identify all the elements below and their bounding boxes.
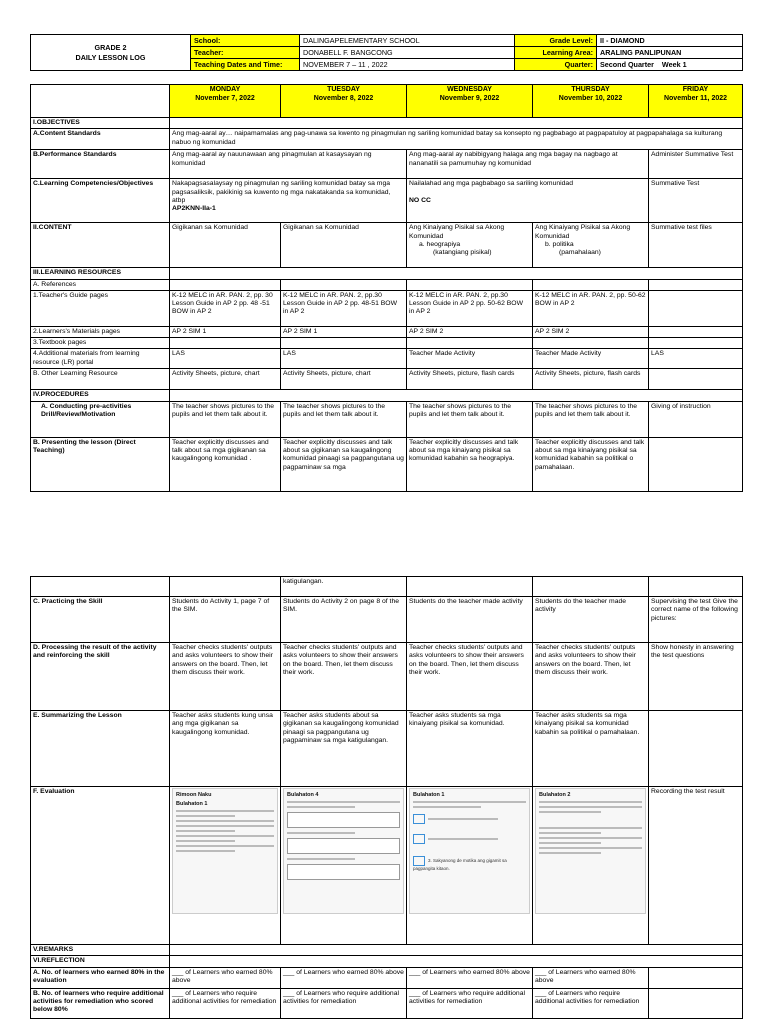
other-th: Activity Sheets, picture, flash cards: [533, 369, 649, 390]
content-w-text: Ang Kinaiyang Pisikal sa Akong Komunidad: [409, 224, 505, 240]
lm-label: 2.Learners's Materials pages: [31, 326, 170, 337]
school-label: School:: [191, 35, 300, 47]
content-w: [407, 223, 533, 268]
content-t: Gigikanan sa Komunidad: [281, 223, 407, 268]
eval-w: [407, 787, 533, 945]
day-name: THURSDAY: [571, 86, 610, 93]
eval-th-sub: Bulahaton 2: [539, 792, 571, 798]
content-f: Summative test files: [649, 223, 743, 268]
learning-area-value: ARALING PANLIPUNAN: [597, 47, 743, 59]
refl-a-m: ___ of Learners who earned 80% above: [170, 967, 281, 988]
other-m: Activity Sheets, picture, chart: [170, 369, 281, 390]
additional-materials-label: 4.Additional materials from learning resource (LR) portal: [31, 349, 170, 369]
eval-worksheet-image: [409, 788, 530, 914]
proc-d-m: Teacher checks students' outputs and asks volunteers to show their answers on the board. Then, let them discuss their work.: [170, 643, 281, 711]
eval-worksheet-image: [535, 788, 646, 914]
refl-b-th: ___ of Learners who require additional activities for remediation: [533, 988, 649, 1018]
tg-m: K-12 MELC in AR. PAN. 2, pp. 30 Lesson Guide in AP 2 pp. 48 -51 BOW in AP 2: [170, 290, 281, 326]
day-date: November 8, 2022: [313, 94, 374, 102]
day-name: TUESDAY: [327, 86, 360, 93]
eval-w-sub: Bulahaton 1: [413, 792, 445, 798]
proc-d-w: Teacher checks students' outputs and asks volunteers to show their answers on the board. Then, let them discuss their work.: [407, 643, 533, 711]
refl-a-th: ___ of Learners who earned 80% above: [533, 967, 649, 988]
tg-t: K-12 MELC in AR. PAN. 2, pp.30 Lesson Guide in AP 2 pp. 48-51 BOW in AP 2: [281, 290, 407, 326]
competencies-wth-code: NO CC: [409, 196, 431, 204]
competencies-f: Summative Test: [649, 179, 743, 223]
lesson-table-page2: [30, 576, 742, 1019]
empty-cell: [533, 577, 649, 597]
day-name: MONDAY: [209, 86, 241, 93]
proc-a-th: The teacher shows pictures to the pupils and let them talk about it.: [533, 401, 649, 437]
empty-cell: [407, 338, 533, 349]
proc-c-th: Students do the teacher made activity: [533, 597, 649, 643]
proc-a-m: The teacher shows pictures to the pupils and let them talk about it.: [170, 401, 281, 437]
teacher-label: Teacher:: [191, 47, 300, 59]
competencies-mt: [170, 179, 407, 223]
refl-a-label: A. No. of learners who earned 80% in the evaluation: [31, 967, 170, 988]
corner-cell: [31, 85, 170, 118]
proc-a-f: Giving of instruction: [649, 401, 743, 437]
grade-level-value: II - DIAMOND: [597, 35, 743, 47]
resources-heading: III.LEARNING RESOURCES: [31, 268, 170, 279]
content-standards-label: A.Content Standards: [31, 129, 170, 150]
empty-cell: [31, 577, 170, 597]
add-f: LAS: [649, 349, 743, 369]
remarks-heading: V.REMARKS: [31, 945, 170, 956]
grade-level-label: Grade Level:: [515, 35, 597, 47]
day-name: WEDNESDAY: [447, 86, 492, 93]
proc-b-label: B. Presenting the lesson (Direct Teaching): [31, 437, 170, 491]
day-date: November 7, 2022: [195, 94, 255, 102]
day-date: November 9, 2022: [439, 94, 500, 102]
proc-a-label: A. Conducting pre-activities Drill/Review/Motivation: [31, 401, 170, 437]
proc-c-label: C. Practicing the Skill: [31, 597, 170, 643]
lesson-table-page1: [30, 84, 742, 492]
empty-cell: [170, 268, 743, 279]
empty-cell: [649, 326, 743, 337]
refl-a-t: ___ of Learners who earned 80% above: [281, 967, 407, 988]
performance-mt: Ang mag-aaral ay nauunawaan ang pinagmulan at kasaysayan ng komunidad: [170, 150, 407, 179]
empty-cell: [170, 279, 281, 290]
refl-b-label: B. No. of learners who require additional activities for remediation who scored below 80%: [31, 988, 170, 1018]
eval-t: [281, 787, 407, 945]
proc-c-f: Supervising the test Give the correct name of the following pictures:: [649, 597, 743, 643]
content-w-sub: a. heograpiya: [419, 240, 461, 248]
content-label: II.CONTENT: [31, 223, 170, 268]
lm-w: AP 2 SIM 2: [407, 326, 533, 337]
reflection-heading: VI.REFLECTION: [31, 956, 170, 967]
refl-b-w: ___ of Learners who require additional activities for remediation: [407, 988, 533, 1018]
lm-t: AP 2 SIM 1: [281, 326, 407, 337]
proc-b-t-continued: katigulangan.: [281, 577, 407, 597]
quarter-label: Quarter:: [515, 59, 597, 71]
performance-wth: Ang mag-aaral ay nabibigyang halaga ang mga bagay na nagbago at nananatili sa pamumuhay ng komunidad: [407, 150, 649, 179]
proc-b-m: Teacher explicitly discusses and talk about sa mga gigikanan sa kaugalingong komunidad .: [170, 437, 281, 491]
refl-b-m: ___ of Learners who require additional activities for remediation: [170, 988, 281, 1018]
teacher-value: DONABELL F. BANGCONG: [300, 47, 515, 59]
references-label: A. References: [31, 279, 170, 290]
other-resource-label: B. Other Learning Resource: [31, 369, 170, 390]
days-row: [31, 85, 743, 118]
day-friday: [649, 85, 743, 118]
quarter-text: Second Quarter: [600, 59, 654, 69]
competencies-label: C.Learning Competencies/Objectives: [31, 179, 170, 223]
add-w: Teacher Made Activity: [407, 349, 533, 369]
empty-cell: [649, 338, 743, 349]
proc-e-label: E. Summarizing the Lesson: [31, 711, 170, 787]
quarter-value: [597, 59, 743, 71]
empty-cell: [649, 437, 743, 491]
add-t: LAS: [281, 349, 407, 369]
tg-label: 1.Teacher's Guide pages: [31, 290, 170, 326]
refl-a-w: ___ of Learners who earned 80% above: [407, 967, 533, 988]
lm-m: AP 2 SIM 1: [170, 326, 281, 337]
content-w-sub2: (katangiang pisikal): [433, 249, 492, 257]
content-th: [533, 223, 649, 268]
proc-d-label: D. Processing the result of the activity and reinforcing the skill: [31, 643, 170, 711]
empty-cell: [407, 279, 533, 290]
other-w: Activity Sheets, picture, flash cards: [407, 369, 533, 390]
performance-label: B.Performance Standards: [31, 150, 170, 179]
eval-t-sub: Bulahaton 4: [287, 792, 319, 798]
eval-worksheet-image: [172, 788, 278, 914]
day-date: November 10, 2022: [558, 94, 623, 102]
tg-w: K-12 MELC in AR. PAN. 2, pp.30 Lesson Guide in AP 2 pp. 50-62 BOW in AP 2: [407, 290, 533, 326]
eval-w-item3: 3. Sakyanong de motika ang gigamit sa pagpangita kitaon.: [413, 858, 507, 871]
content-th-sub2: (pamahalaan): [559, 249, 601, 257]
header-title: [31, 35, 191, 71]
day-thursday: [533, 85, 649, 118]
eval-m-title: Rimoon Naku: [176, 792, 212, 798]
day-date: November 11, 2022: [663, 94, 728, 102]
content-th-text: Ang Kinaiyang Pisikal sa Akong Komunidad: [535, 224, 631, 240]
empty-cell: [170, 118, 743, 129]
proc-b-w: Teacher explicitly discusses and talk about sa mga kinaiyang pisikal sa komunidad kabahin sa heograpiya.: [407, 437, 533, 491]
proc-f-f: Recording the test result: [649, 787, 743, 945]
proc-d-th: Teacher checks students' outputs and asks volunteers to show their answers on the board. Then, let them discuss their work.: [533, 643, 649, 711]
other-t: Activity Sheets, picture, chart: [281, 369, 407, 390]
content-m: Gigikanan sa Komunidad: [170, 223, 281, 268]
week-text: Week 1: [661, 59, 687, 69]
day-monday: [170, 85, 281, 118]
proc-a-w: The teacher shows pictures to the pupils and let them talk about it.: [407, 401, 533, 437]
empty-cell: [170, 945, 743, 956]
school-value: DALINGAPELEMENTARY SCHOOL: [300, 35, 515, 47]
proc-d-t: Teacher checks students' outputs and asks volunteers to show their answers on the board. Then, let them discuss their work.: [281, 643, 407, 711]
proc-e-th: Teacher asks students sa mga kinaiyang pisikal sa komunidad kabahin sa politikal o pamahalaan.: [533, 711, 649, 787]
empty-cell: [533, 338, 649, 349]
proc-b-t: Teacher explicitly discusses and talk about sa gigikanan sa kaugalingong komunidad pinaagi sa pagpangutana ug pagpaminaw sa mga: [281, 437, 407, 491]
content-th-sub: b. politika: [545, 240, 574, 248]
competencies-wth: [407, 179, 649, 223]
empty-cell: [170, 577, 281, 597]
proc-c-t: Students do Activity 2 on page 8 of the SIM.: [281, 597, 407, 643]
proc-f-label: F. Evaluation: [31, 787, 170, 945]
content-standards-text: Ang mag-aaral ay… naipamamalas ang pag-unawa sa kwento ng pinagmulan ng sariling komunidad batay sa konsepto ng pagbabago at pagpapatuloy at pagpapahalaga sa kulturang nabuo ng komunidad: [170, 129, 743, 150]
proc-b-th: Teacher explicitly discusses and talk about sa mga kinaiyang pisikal sa komunidad kabahin sa politikal o pamahalaan.: [533, 437, 649, 491]
proc-e-t: Teacher asks students about sa gigikanan sa kaugalingong komunidad pinaagi sa pagpangutana ug pagpaminaw sa mga katigulangan.: [281, 711, 407, 787]
day-tuesday: [281, 85, 407, 118]
tb-label: 3.Textbook pages: [31, 338, 170, 349]
proc-c-m: Students do Activity 1, page 7 of the SIM.: [170, 597, 281, 643]
add-m: LAS: [170, 349, 281, 369]
log-title: DAILY LESSON LOG: [75, 52, 146, 62]
dates-label: Teaching Dates and Time:: [191, 59, 300, 71]
competencies-mt-code: AP2KNN-IIa-1: [172, 205, 216, 213]
empty-cell: [649, 369, 743, 390]
header-block: [30, 34, 742, 71]
empty-cell: [281, 279, 407, 290]
eval-m-sub: Bulahaton 1: [176, 801, 208, 807]
grade-label: GRADE 2: [94, 43, 127, 53]
eval-worksheet-image: [283, 788, 404, 914]
empty-cell: [407, 577, 533, 597]
performance-f: Administer Summative Test: [649, 150, 743, 179]
procedures-heading: IV.PROCEDURES: [31, 390, 170, 401]
day-name: FRIDAY: [682, 86, 709, 93]
proc-c-w: Students do the teacher made activity: [407, 597, 533, 643]
competencies-mt-text: Nakapagsasalaysay ng pinagmulan ng sariling komunidad batay sa mga pagsasaliksik, pakikinig sa kuwento ng mga nakatakanda sa komunidad, atbp: [172, 180, 391, 204]
empty-cell: [649, 290, 743, 326]
proc-e-m: Teacher asks students kung unsa ang mga gigikanan sa kaugalingong komunidad.: [170, 711, 281, 787]
dates-value: NOVEMBER 7 – 11 , 2022: [300, 59, 515, 71]
learning-area-label: Learning Area:: [515, 47, 597, 59]
empty-cell: [170, 338, 281, 349]
eval-m: [170, 787, 281, 945]
empty-cell: [649, 279, 743, 290]
empty-cell: [649, 711, 743, 787]
tg-th: K-12 MELC in AR. PAN. 2, pp. 50-62 BOW in AP 2: [533, 290, 649, 326]
objectives-heading: I.OBJECTIVES: [31, 118, 170, 129]
add-th: Teacher Made Activity: [533, 349, 649, 369]
empty-cell: [281, 338, 407, 349]
empty-cell: [649, 577, 743, 597]
proc-a-t: The teacher shows pictures to the pupils and let them talk about it.: [281, 401, 407, 437]
eval-th: [533, 787, 649, 945]
refl-b-t: ___ of Learners who require additional activities for remediation: [281, 988, 407, 1018]
proc-d-f: Show honesty in answering the test questions: [649, 643, 743, 711]
empty-cell: [170, 390, 743, 401]
proc-e-w: Teacher asks students sa mga kinaiyang pisikal sa komunidad.: [407, 711, 533, 787]
empty-cell: [170, 956, 743, 967]
day-wednesday: [407, 85, 533, 118]
empty-cell: [649, 988, 743, 1018]
empty-cell: [533, 279, 649, 290]
lm-th: AP 2 SIM 2: [533, 326, 649, 337]
empty-cell: [649, 967, 743, 988]
competencies-wth-text: Nailalahad ang mga pagbabago sa sariling komunidad: [409, 180, 573, 188]
